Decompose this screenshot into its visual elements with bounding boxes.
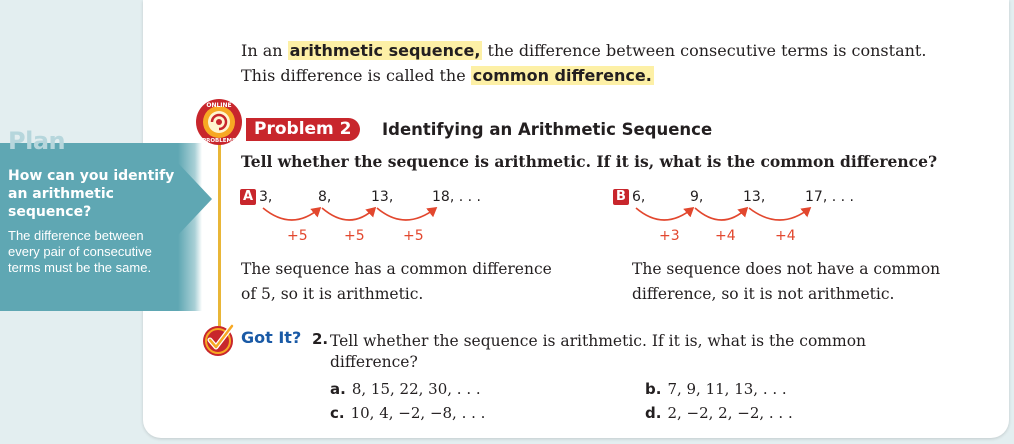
svg-text:ONLINE: ONLINE <box>206 102 232 109</box>
problem-question: Tell whether the sequence is arithmetic. If it is, what is the common difference? <box>241 152 938 171</box>
part-b-term-4: 17, . . . <box>805 189 854 205</box>
part-a-term-3: 13, <box>371 189 394 205</box>
part-a-diff-2: +5 <box>344 228 365 244</box>
got-it-label: Got It? <box>241 328 302 347</box>
problem-number-label: Problem 2 <box>246 118 360 141</box>
part-b-term-3: 13, <box>743 189 766 205</box>
plan-question: How can you identify an arithmetic sequence? <box>8 168 175 220</box>
part-b-conclusion: The sequence does not have a common difference, so it is not arithmetic. <box>632 260 941 303</box>
part-b-label: B <box>613 189 629 205</box>
part-b-diff-1: +3 <box>659 228 680 244</box>
got-it-option-b: b. 7, 9, 11, 13, . . . <box>645 380 787 398</box>
intro-text-2: the difference between consecutive terms is constant. This difference is called the <box>241 41 927 85</box>
got-it-option-a: a. 8, 15, 22, 30, . . . <box>330 380 481 398</box>
intro-text-1: In an <box>241 41 288 60</box>
vocab-arithmetic-sequence: arithmetic sequence, <box>289 41 481 60</box>
part-a-term-1: 3, <box>259 189 273 205</box>
plan-heading: Plan <box>8 127 66 155</box>
vocab-common-difference: common difference. <box>472 66 652 85</box>
part-a-diff-3: +5 <box>403 228 424 244</box>
part-a-term-4: 18, . . . <box>432 189 481 205</box>
svg-text:PROBLEMS: PROBLEMS <box>202 138 236 144</box>
part-b-term-1: 6, <box>632 189 646 205</box>
part-b-diff-3: +4 <box>775 228 796 244</box>
got-it-option-c: c. 10, 4, −2, −8, . . . <box>330 404 486 422</box>
arc-a-1 <box>263 208 320 220</box>
got-it-prompt-cont: difference? <box>330 353 418 371</box>
problem-title: Identifying an Arithmetic Sequence <box>382 120 713 139</box>
part-a-label: A <box>240 189 256 205</box>
got-it-option-d: d. 2, −2, 2, −2, . . . <box>645 404 793 422</box>
part-b-term-2: 9, <box>690 189 704 205</box>
arc-b-2 <box>695 208 747 220</box>
part-b-diff-2: +4 <box>715 228 736 244</box>
got-it-prompt: Tell whether the sequence is arithmetic. If it is, what is the common <box>330 332 867 350</box>
arc-a-2 <box>322 208 375 220</box>
plan-answer: The difference between every pair of consecutive terms must be the same. <box>8 228 152 275</box>
checkmark-icon <box>199 320 237 358</box>
arc-a-3 <box>377 208 436 220</box>
got-it-number: 2. <box>312 330 329 348</box>
part-a-term-2: 8, <box>318 189 332 205</box>
arc-b-3 <box>749 208 810 220</box>
part-a-diff-1: +5 <box>287 228 308 244</box>
arc-b-1 <box>636 208 693 220</box>
part-a-conclusion: The sequence has a common difference of 5, so it is arithmetic. <box>241 260 552 303</box>
